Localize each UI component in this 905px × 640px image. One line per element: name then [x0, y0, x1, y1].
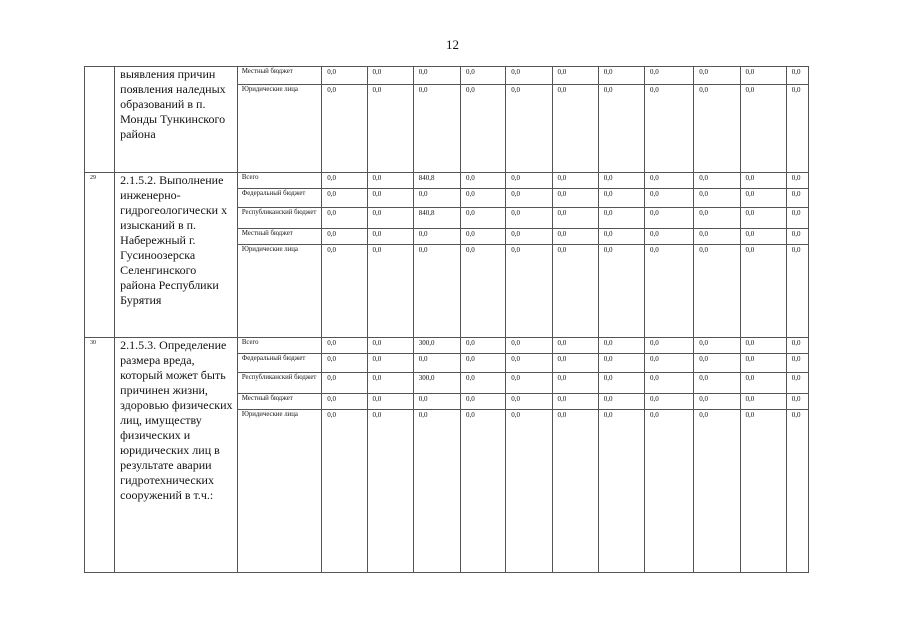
value-cell: 0,0 — [645, 189, 694, 208]
value-cell: 0,0 — [598, 229, 644, 245]
measure-description: 2.1.5.2. Выполнение инженерно-гидрогеологически х изысканий в п. Набережный г. Гусиноозерска Селенгинского района Республики Бурятия — [115, 173, 238, 338]
funding-source: Местный бюджет — [237, 229, 321, 245]
value-cell: 0,0 — [367, 189, 413, 208]
value-cell: 0,0 — [694, 245, 740, 338]
value-cell: 0,0 — [506, 410, 552, 573]
value-cell: 0,0 — [322, 354, 367, 373]
value-cell: 0,0 — [506, 208, 552, 229]
value-cell: 0,0 — [645, 67, 694, 85]
value-cell: 0,0 — [740, 173, 786, 189]
value-cell: 0,0 — [598, 338, 644, 354]
value-cell: 0,0 — [786, 173, 808, 189]
value-cell: 0,0 — [694, 189, 740, 208]
value-cell: 0,0 — [598, 173, 644, 189]
funding-source: Республиканский бюджет — [237, 208, 321, 229]
value-cell: 0,0 — [694, 354, 740, 373]
value-cell: 0,0 — [506, 373, 552, 394]
value-cell: 0,0 — [694, 410, 740, 573]
value-cell: 0,0 — [552, 394, 598, 410]
value-cell: 0,0 — [461, 373, 506, 394]
value-cell: 0,0 — [461, 338, 506, 354]
value-cell: 0,0 — [367, 67, 413, 85]
value-cell: 0,0 — [322, 229, 367, 245]
value-cell: 0,0 — [322, 208, 367, 229]
value-cell: 0,0 — [645, 208, 694, 229]
funding-source: Федеральный бюджет — [237, 354, 321, 373]
value-cell: 0,0 — [598, 373, 644, 394]
value-cell: 0,0 — [367, 410, 413, 573]
table-row — [85, 173, 809, 189]
value-cell: 0,0 — [461, 208, 506, 229]
value-cell: 0,0 — [598, 208, 644, 229]
value-cell: 0,0 — [786, 373, 808, 394]
value-cell: 0,0 — [413, 229, 460, 245]
value-cell: 0,0 — [367, 338, 413, 354]
value-cell: 0,0 — [645, 373, 694, 394]
value-cell: 0,0 — [740, 85, 786, 173]
value-cell: 0,0 — [506, 85, 552, 173]
funding-source: Юридические лица — [237, 85, 321, 173]
value-cell: 0,0 — [694, 173, 740, 189]
value-cell: 0,0 — [367, 354, 413, 373]
funding-source: Всего — [237, 173, 321, 189]
value-cell: 0,0 — [322, 245, 367, 338]
value-cell: 0,0 — [786, 229, 808, 245]
value-cell: 0,0 — [413, 85, 460, 173]
value-cell: 0,0 — [461, 410, 506, 573]
value-cell: 0,0 — [740, 394, 786, 410]
value-cell: 0,0 — [461, 354, 506, 373]
value-cell: 0,0 — [506, 189, 552, 208]
value-cell: 0,0 — [413, 245, 460, 338]
value-cell: 0,0 — [461, 189, 506, 208]
value-cell: 0,0 — [645, 245, 694, 338]
funding-source: Местный бюджет — [237, 67, 321, 85]
value-cell: 0,0 — [786, 67, 808, 85]
page-number: 12 — [446, 37, 459, 52]
measure-description: 2.1.5.3. Определение размера вреда, который может быть причинен жизни, здоровью физических лиц, имуществу физических и юридических лиц в результате аварии гидротехнических сооружений в т.ч.: — [115, 338, 238, 573]
value-cell: 0,0 — [322, 410, 367, 573]
value-cell: 300,0 — [413, 338, 460, 354]
value-cell: 0,0 — [552, 245, 598, 338]
funding-source: Федеральный бюджет — [237, 189, 321, 208]
value-cell: 0,0 — [645, 394, 694, 410]
value-cell: 0,0 — [413, 67, 460, 85]
value-cell: 0,0 — [552, 373, 598, 394]
value-cell: 0,0 — [598, 354, 644, 373]
value-cell: 0,0 — [740, 245, 786, 338]
row-number: 30 — [85, 338, 115, 573]
value-cell: 0,0 — [740, 373, 786, 394]
value-cell: 0,0 — [506, 173, 552, 189]
funding-source: Местный бюджет — [237, 394, 321, 410]
value-cell: 0,0 — [461, 85, 506, 173]
value-cell: 0,0 — [506, 245, 552, 338]
value-cell: 0,0 — [367, 394, 413, 410]
value-cell: 0,0 — [694, 85, 740, 173]
value-cell: 0,0 — [461, 67, 506, 85]
value-cell: 0,0 — [461, 245, 506, 338]
budget-table — [84, 66, 809, 573]
value-cell: 0,0 — [552, 67, 598, 85]
value-cell: 0,0 — [694, 208, 740, 229]
value-cell: 0,0 — [645, 173, 694, 189]
value-cell: 0,0 — [786, 410, 808, 573]
value-cell: 0,0 — [367, 245, 413, 338]
value-cell: 0,0 — [322, 85, 367, 173]
value-cell: 0,0 — [740, 189, 786, 208]
value-cell: 0,0 — [740, 229, 786, 245]
value-cell: 0,0 — [413, 410, 460, 573]
value-cell: 0,0 — [413, 354, 460, 373]
value-cell: 0,0 — [367, 208, 413, 229]
value-cell: 300,0 — [413, 373, 460, 394]
value-cell: 0,0 — [645, 229, 694, 245]
value-cell: 0,0 — [461, 173, 506, 189]
row-number — [85, 67, 115, 173]
funding-source: Юридические лица — [237, 410, 321, 573]
value-cell: 0,0 — [694, 394, 740, 410]
value-cell: 0,0 — [786, 394, 808, 410]
value-cell: 0,0 — [694, 67, 740, 85]
value-cell: 0,0 — [598, 85, 644, 173]
value-cell: 0,0 — [461, 229, 506, 245]
value-cell: 0,0 — [461, 394, 506, 410]
value-cell: 0,0 — [645, 354, 694, 373]
value-cell: 0,0 — [506, 354, 552, 373]
funding-source: Республиканский бюджет — [237, 373, 321, 394]
value-cell: 0,0 — [413, 394, 460, 410]
value-cell: 0,0 — [786, 208, 808, 229]
value-cell: 0,0 — [740, 67, 786, 85]
value-cell: 0,0 — [552, 338, 598, 354]
table-row — [85, 67, 809, 85]
value-cell: 0,0 — [598, 410, 644, 573]
value-cell: 0,0 — [322, 373, 367, 394]
value-cell: 0,0 — [598, 394, 644, 410]
value-cell: 0,0 — [645, 338, 694, 354]
value-cell: 0,0 — [552, 410, 598, 573]
value-cell: 0,0 — [598, 245, 644, 338]
value-cell: 0,0 — [322, 189, 367, 208]
value-cell: 0,0 — [740, 208, 786, 229]
value-cell: 0,0 — [413, 189, 460, 208]
value-cell: 0,0 — [786, 245, 808, 338]
measure-description: выявления причин появления наледных образований в п. Монды Тункинского района — [115, 67, 238, 173]
value-cell: 0,0 — [552, 208, 598, 229]
table-row — [85, 338, 809, 354]
value-cell: 0,0 — [694, 338, 740, 354]
value-cell: 0,0 — [786, 189, 808, 208]
value-cell: 840,8 — [413, 208, 460, 229]
value-cell: 0,0 — [552, 354, 598, 373]
value-cell: 0,0 — [786, 338, 808, 354]
value-cell: 0,0 — [367, 85, 413, 173]
funding-source: Всего — [237, 338, 321, 354]
funding-source: Юридические лица — [237, 245, 321, 338]
value-cell: 0,0 — [506, 394, 552, 410]
value-cell: 0,0 — [740, 338, 786, 354]
value-cell: 0,0 — [786, 354, 808, 373]
value-cell: 0,0 — [552, 189, 598, 208]
value-cell: 0,0 — [740, 354, 786, 373]
value-cell: 0,0 — [367, 373, 413, 394]
row-number: 29 — [85, 173, 115, 338]
value-cell: 840,8 — [413, 173, 460, 189]
value-cell: 0,0 — [506, 338, 552, 354]
value-cell: 0,0 — [694, 229, 740, 245]
value-cell: 0,0 — [322, 338, 367, 354]
value-cell: 0,0 — [322, 394, 367, 410]
value-cell: 0,0 — [598, 189, 644, 208]
value-cell: 0,0 — [367, 229, 413, 245]
value-cell: 0,0 — [552, 173, 598, 189]
value-cell: 0,0 — [645, 85, 694, 173]
value-cell: 0,0 — [506, 67, 552, 85]
value-cell: 0,0 — [694, 373, 740, 394]
value-cell: 0,0 — [322, 173, 367, 189]
value-cell: 0,0 — [322, 67, 367, 85]
value-cell: 0,0 — [367, 173, 413, 189]
value-cell: 0,0 — [740, 410, 786, 573]
value-cell: 0,0 — [645, 410, 694, 573]
value-cell: 0,0 — [552, 85, 598, 173]
value-cell: 0,0 — [598, 67, 644, 85]
value-cell: 0,0 — [552, 229, 598, 245]
value-cell: 0,0 — [786, 85, 808, 173]
value-cell: 0,0 — [506, 229, 552, 245]
